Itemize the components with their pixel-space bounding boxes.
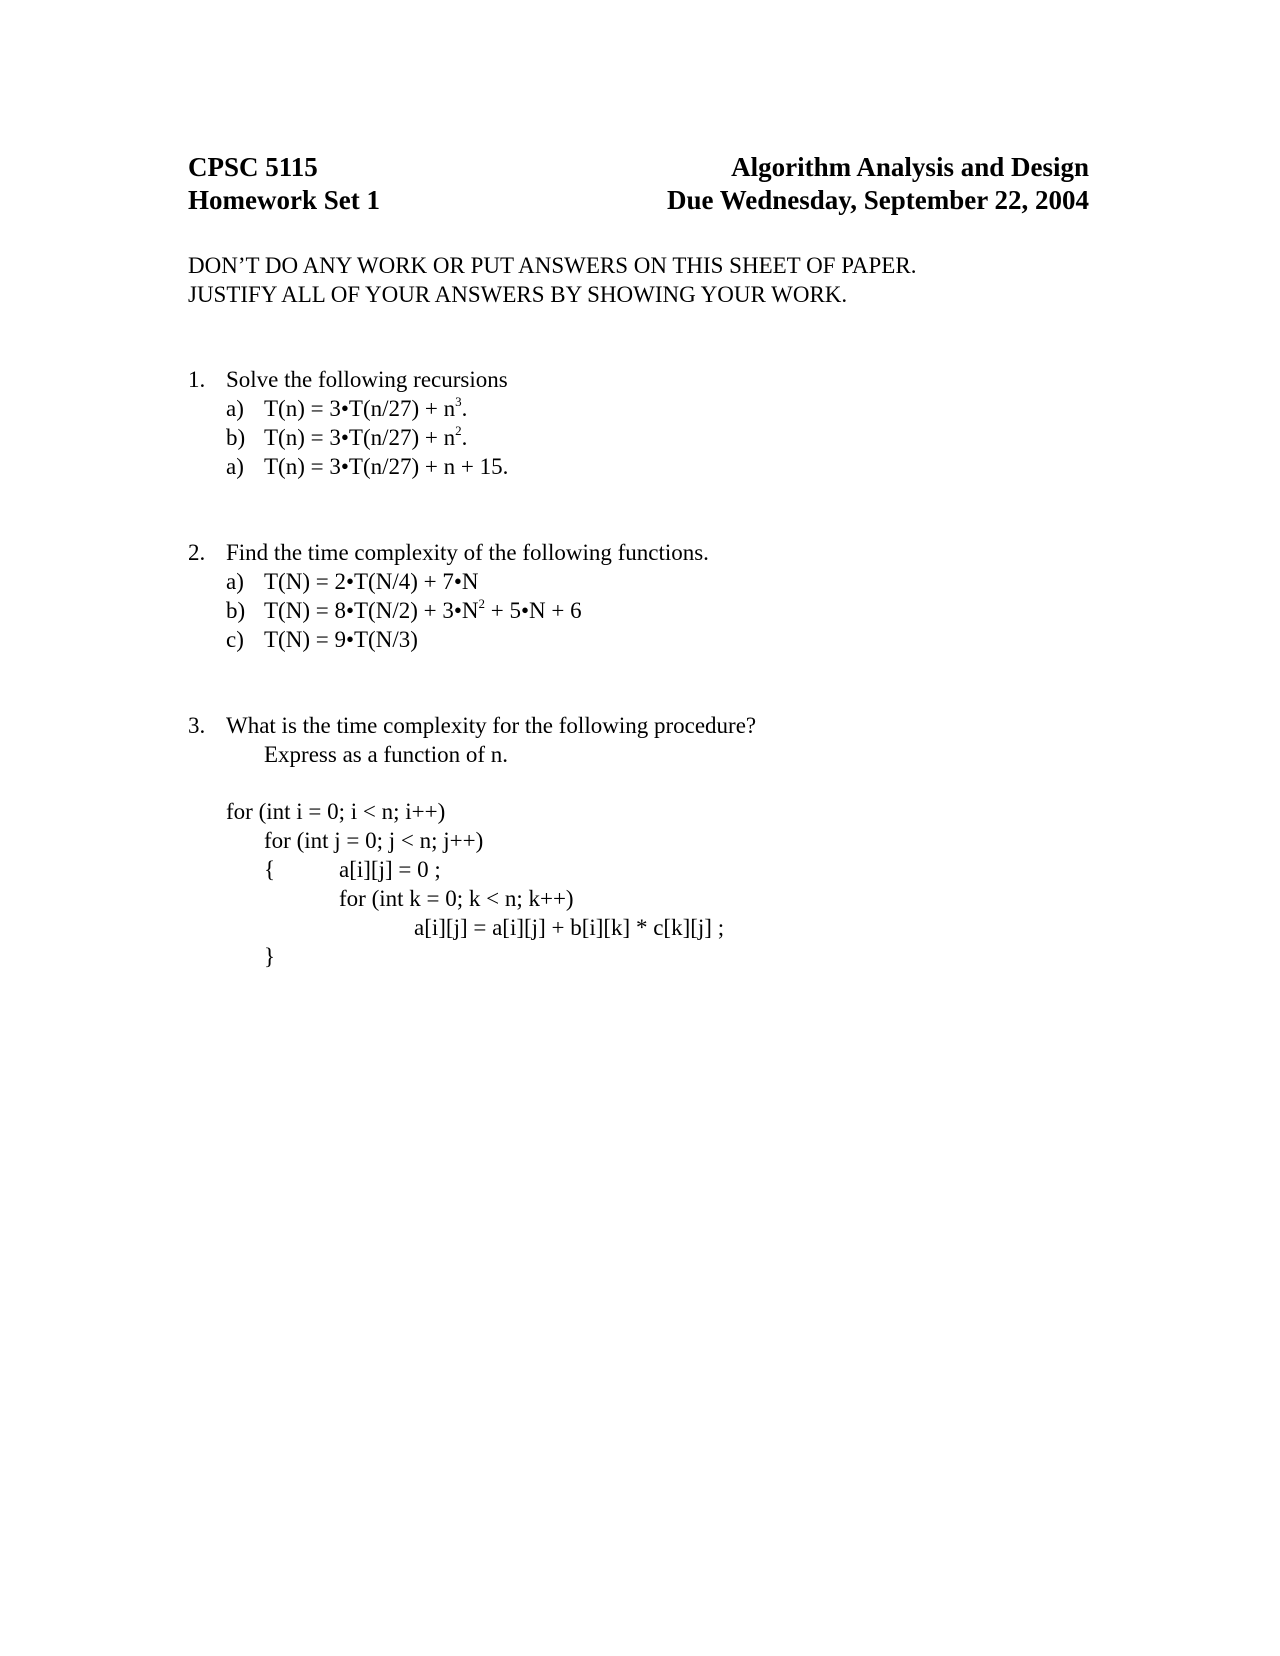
code-line: a[i][j] = a[i][j] + b[i][k] * c[k][j] ;: [414, 915, 725, 940]
exponent: 2: [455, 423, 462, 438]
code-line: for (int i = 0; i < n; i++): [226, 799, 446, 824]
code-line: a[i][j] = 0 ;: [339, 857, 441, 882]
question-subprompt: Express as a function of n.: [264, 742, 508, 767]
item-letter: a): [226, 569, 244, 594]
recurrence: T(n) = 3•T(n/27) + n + 15.: [264, 454, 509, 479]
question-number: 2.: [188, 540, 206, 565]
item-letter: c): [226, 627, 244, 652]
question-number: 1.: [188, 367, 206, 392]
exponent: 3: [455, 394, 462, 409]
instruction-line: JUSTIFY ALL OF YOUR ANSWERS BY SHOWING YOUR WORK.: [188, 282, 848, 307]
course-title: Algorithm Analysis and Design: [731, 152, 1089, 182]
code-line: for (int j = 0; j < n; j++): [264, 828, 484, 853]
recurrence-base: T(n) = 3•T(n/27) + n: [264, 396, 456, 421]
question-prompt: Solve the following recursions: [226, 367, 508, 392]
recurrence: [264, 423, 467, 452]
recurrence-base: T(n) = 3•T(n/27) + n: [264, 425, 456, 450]
question-prompt: Find the time complexity of the following functions.: [226, 540, 709, 565]
item-letter: b): [226, 425, 246, 450]
question-number: 3.: [188, 713, 206, 738]
due-date: Due Wednesday, September 22, 2004: [666, 185, 1089, 215]
recurrence-tail: .: [461, 425, 468, 450]
assignment-title: Homework Set 1: [188, 185, 380, 215]
recurrence-tail: + 5•N + 6: [485, 598, 582, 623]
item-letter: a): [226, 396, 244, 421]
code-line: for (int k = 0; k < n; k++): [339, 886, 574, 911]
recurrence: [264, 394, 467, 423]
exponent: 2: [478, 596, 486, 611]
recurrence: T(N) = 9•T(N/3): [264, 627, 418, 652]
question-prompt: What is the time complexity for the following procedure?: [226, 713, 757, 738]
instruction-line: DON’T DO ANY WORK OR PUT ANSWERS ON THIS SHEET OF PAPER.: [188, 253, 917, 278]
recurrence: [264, 596, 582, 625]
recurrence-tail: .: [461, 396, 468, 421]
recurrence: T(N) = 2•T(N/4) + 7•N: [264, 569, 479, 594]
code-brace: }: [264, 944, 276, 969]
item-letter: a): [226, 454, 244, 479]
recurrence-base: T(N) = 8•T(N/2) + 3•N: [264, 598, 479, 623]
course-code: CPSC 5115: [188, 152, 318, 182]
code-brace: {: [264, 857, 276, 882]
item-letter: b): [226, 598, 246, 623]
